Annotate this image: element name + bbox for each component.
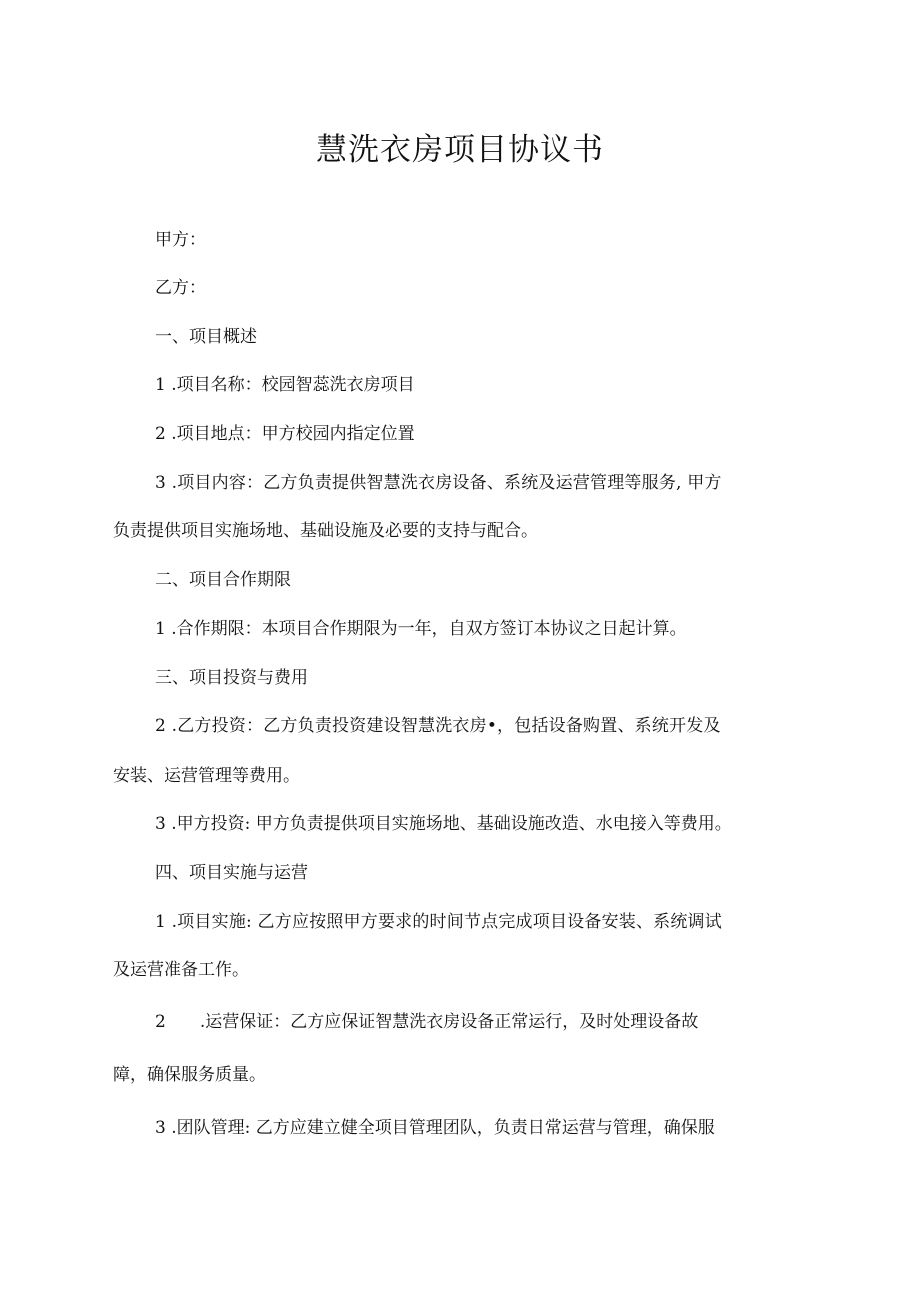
section-heading-implementation: 四、项目实施与运营 (155, 863, 308, 883)
clause-project-content-continued: 负责提供项目实施场地、基础设施及必要的支持与配合。 (113, 521, 538, 541)
clause-party-b-investment: 2 .乙方投资：乙方负责投资建设智慧洗衣房•，包括设备购置、系统开发及 (155, 716, 721, 736)
party-b-line: 乙方： (155, 278, 206, 298)
clause-operation-guarantee: 2 .运营保证：乙方应保证智慧洗衣房设备正常运行，及时处理设备故 (155, 1012, 699, 1032)
clause-project-implementation: 1 .项目实施: 乙方应按照甲方要求的时间节点完成项目设备安装、系统调试 (155, 912, 722, 932)
clause-project-name: 1 .项目名称：校园智蕊洗衣房项目 (155, 375, 415, 395)
clause-party-b-investment-continued: 安装、运营管理等费用。 (113, 766, 300, 786)
clause-team-management: 3 .团队管理: 乙方应建立健全项目管理团队，负责日常运营与管理，确保服 (155, 1118, 715, 1138)
clause-project-implementation-continued: 及运营准备工作。 (113, 960, 249, 980)
clause-operation-guarantee-continued: 障，确保服务质量。 (113, 1065, 266, 1085)
party-a-line: 甲方： (155, 230, 206, 250)
clause-party-a-investment: 3 .甲方投资: 甲方负责提供项目实施场地、基础设施改造、水电接入等费用。 (155, 814, 732, 834)
section-heading-term: 二、项目合作期限 (155, 570, 291, 590)
clause-project-location: 2 .项目地点：甲方校园内指定位置 (155, 424, 415, 444)
clause-project-content: 3 .项目内容：乙方负责提供智慧洗衣房设备、系统及运营管理等服务, 甲方 (155, 473, 722, 493)
section-heading-overview: 一、项目概述 (155, 327, 257, 347)
section-heading-investment: 三、项目投资与费用 (155, 668, 308, 688)
clause-cooperation-term: 1 .合作期限：本项目合作期限为一年，自双方签订本协议之日起计算。 (155, 619, 687, 639)
document-title: 慧洗衣房项目协议书 (316, 132, 604, 168)
